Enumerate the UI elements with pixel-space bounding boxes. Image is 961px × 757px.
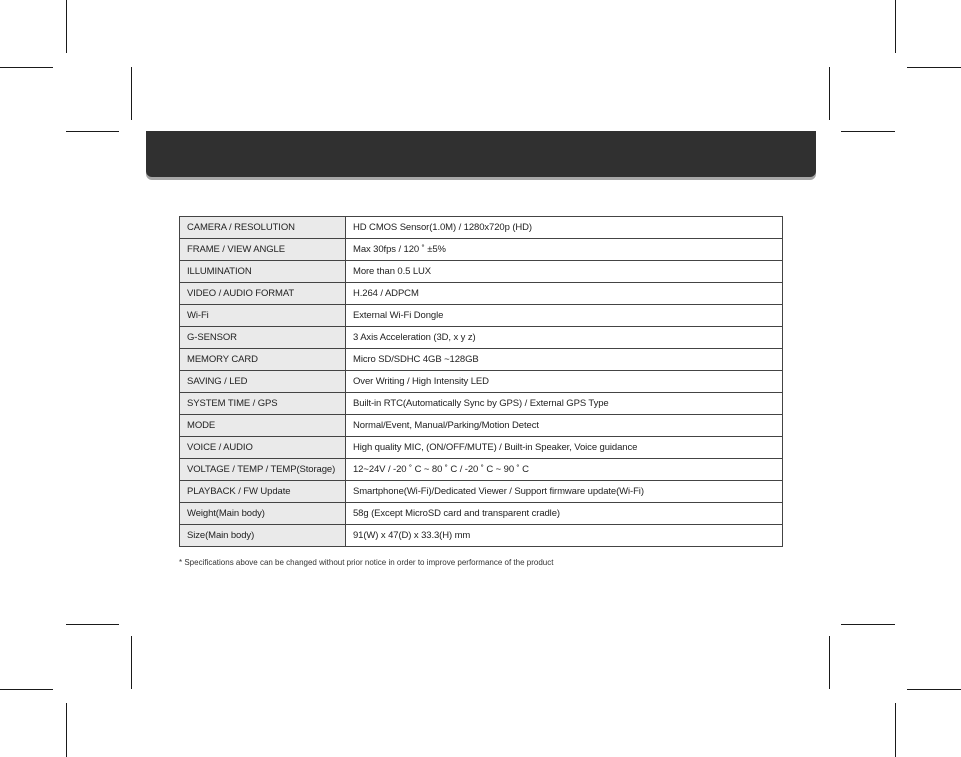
spec-value: High quality MIC, (ON/OFF/MUTE) / Built-in Speaker, Voice guidance: [346, 437, 783, 459]
spec-label: CAMERA / RESOLUTION: [180, 217, 346, 239]
crop-mark: [0, 689, 53, 690]
crop-mark: [907, 689, 961, 690]
table-row: [180, 217, 783, 239]
spec-value: Micro SD/SDHC 4GB ~128GB: [346, 349, 783, 371]
spec-value: Over Writing / High Intensity LED: [346, 371, 783, 393]
footnote: * Specifications above can be changed without prior notice in order to improve performance of the product: [179, 558, 554, 567]
spec-value: More than 0.5 LUX: [346, 261, 783, 283]
crop-mark: [829, 636, 830, 689]
spec-value: 12~24V / -20 ˚ C ~ 80 ˚ C / -20 ˚ C ~ 90 ˚ C: [346, 459, 783, 481]
table-row: [180, 327, 783, 349]
crop-mark: [895, 0, 896, 53]
spec-value: 58g (Except MicroSD card and transparent cradle): [346, 503, 783, 525]
spec-label: Weight(Main body): [180, 503, 346, 525]
spec-value: Smartphone(Wi-Fi)/Dedicated Viewer / Support firmware update(Wi-Fi): [346, 481, 783, 503]
spec-label: PLAYBACK / FW Update: [180, 481, 346, 503]
table-row: [180, 437, 783, 459]
crop-mark: [131, 636, 132, 689]
spec-value: External Wi-Fi Dongle: [346, 305, 783, 327]
spec-value: 3 Axis Acceleration (3D, x y z): [346, 327, 783, 349]
table-row: [180, 481, 783, 503]
spec-label: Wi-Fi: [180, 305, 346, 327]
spec-value: HD CMOS Sensor(1.0M) / 1280x720p (HD): [346, 217, 783, 239]
crop-mark: [66, 624, 119, 625]
table-row: [180, 459, 783, 481]
table-row: [180, 261, 783, 283]
specification-table: [179, 216, 783, 547]
table-row: [180, 525, 783, 547]
table-row: [180, 393, 783, 415]
spec-value: Normal/Event, Manual/Parking/Motion Detect: [346, 415, 783, 437]
spec-value: Max 30fps / 120 ˚ ±5%: [346, 239, 783, 261]
table-row: [180, 415, 783, 437]
table-row: [180, 283, 783, 305]
crop-mark: [829, 67, 830, 120]
spec-label: VOLTAGE / TEMP / TEMP(Storage): [180, 459, 346, 481]
crop-mark: [66, 703, 67, 757]
table-row: [180, 239, 783, 261]
crop-mark: [841, 131, 895, 132]
crop-mark: [0, 67, 53, 68]
section-header-bar: [146, 131, 816, 177]
spec-label: ILLUMINATION: [180, 261, 346, 283]
spec-value: H.264 / ADPCM: [346, 283, 783, 305]
spec-value: 91(W) x 47(D) x 33.3(H) mm: [346, 525, 783, 547]
spec-label: Size(Main body): [180, 525, 346, 547]
spec-value: Built-in RTC(Automatically Sync by GPS) / External GPS Type: [346, 393, 783, 415]
spec-label: VOICE / AUDIO: [180, 437, 346, 459]
table-row: [180, 305, 783, 327]
crop-mark: [66, 131, 119, 132]
spec-label: VIDEO / AUDIO FORMAT: [180, 283, 346, 305]
spec-label: MEMORY CARD: [180, 349, 346, 371]
spec-label: SAVING / LED: [180, 371, 346, 393]
table-row: [180, 349, 783, 371]
crop-mark: [841, 624, 895, 625]
crop-mark: [895, 703, 896, 757]
spec-label: G-SENSOR: [180, 327, 346, 349]
table-row: [180, 503, 783, 525]
crop-mark: [907, 67, 961, 68]
spec-label: FRAME / VIEW ANGLE: [180, 239, 346, 261]
spec-label: MODE: [180, 415, 346, 437]
table-row: [180, 371, 783, 393]
crop-mark: [131, 67, 132, 120]
spec-label: SYSTEM TIME / GPS: [180, 393, 346, 415]
crop-mark: [66, 0, 67, 53]
